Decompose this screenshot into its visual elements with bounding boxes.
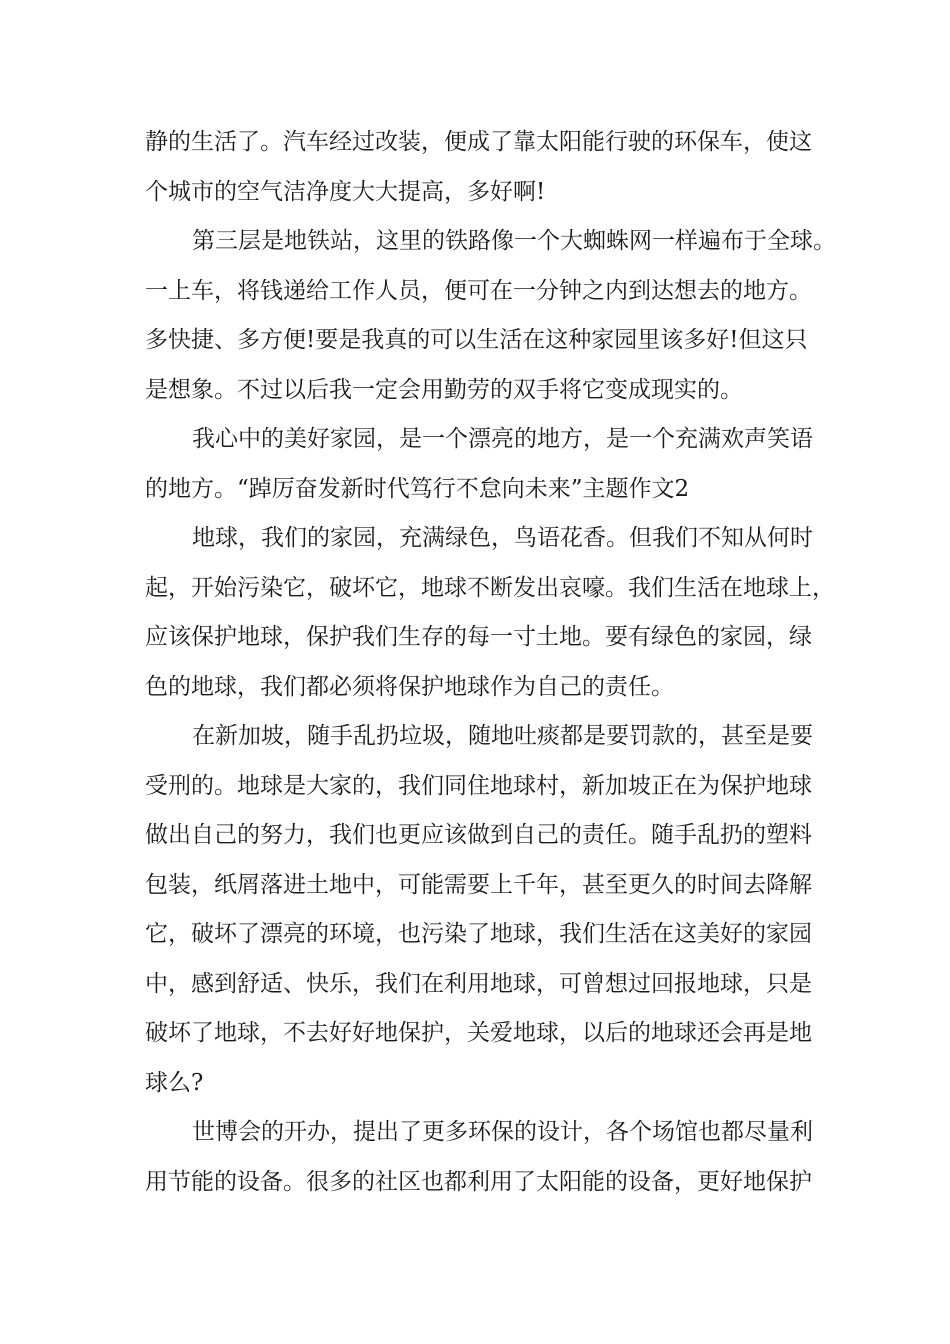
text-line: 包装，纸屑落进土地中，可能需要上千年，甚至更久的时间去降解 [145,871,812,898]
text-line: 多快捷、多方便!要是我真的可以生活在这种家园里该多好!但这只 [145,327,808,353]
text-line: 色的地球，我们都必须将保护地球作为自己的责任。 [145,673,674,700]
text-line: 应该保护地球，保护我们生存的每一寸土地。要有绿色的家园，绿 [145,624,812,650]
text-line: 一上车，将钱递给工作人员，便可在一分钟之内到达想去的地方。 [145,277,812,304]
text-line: 球么? [145,1069,204,1096]
text-line: 个城市的空气洁净度大大提高，多好啊! [145,178,546,205]
text-line: 受刑的。地球是大家的，我们同住地球村，新加坡正在为保护地球 [145,772,812,799]
text-line: 中，感到舒适、快乐，我们在利用地球，可曾想过回报地球，只是 [145,970,812,997]
paragraph-first-line: 第三层是地铁站，这里的铁路像一个大蜘蛛网一样遍布于全球。 [192,228,836,254]
text-line: 静的生活了。汽车经过改装，便成了靠太阳能行驶的环保车，使这 [145,129,812,155]
paragraph-first-line: 我心中的美好家园，是一个漂亮的地方，是一个充满欢声笑语 [192,426,813,452]
paragraph-first-line: 世博会的开办，提出了更多环保的设计，各个场馆也都尽量利 [192,1119,813,1145]
text-line: 的地方。“踔厉奋发新时代笃行不怠向未来”主题作文2 [145,475,690,502]
text-line: 起，开始污染它，破坏它，地球不断发出哀嚎。我们生活在地球上， [145,574,835,601]
paragraph-first-line: 地球，我们的家园，充满绿色，鸟语花香。但我们不知从何时 [192,525,813,551]
text-line: 是想象。不过以后我一定会用勤劳的双手将它变成现实的。 [145,376,743,403]
text-line: 破坏了地球，不去好好地保护，关爱地球，以后的地球还会再是地 [145,1020,812,1046]
text-line: 用节能的设备。很多的社区也都利用了太阳能的设备，更好地保护 [145,1168,812,1195]
text-line: 它，破坏了漂亮的环境，也污染了地球，我们生活在这美好的家园 [145,921,812,947]
text-line: 做出自己的努力，我们也更应该做到自己的责任。随手乱扔的塑料 [145,822,812,848]
paragraph-first-line: 在新加坡，随手乱扔垃圾，随地吐痰都是要罚款的，甚至是要 [192,723,813,749]
